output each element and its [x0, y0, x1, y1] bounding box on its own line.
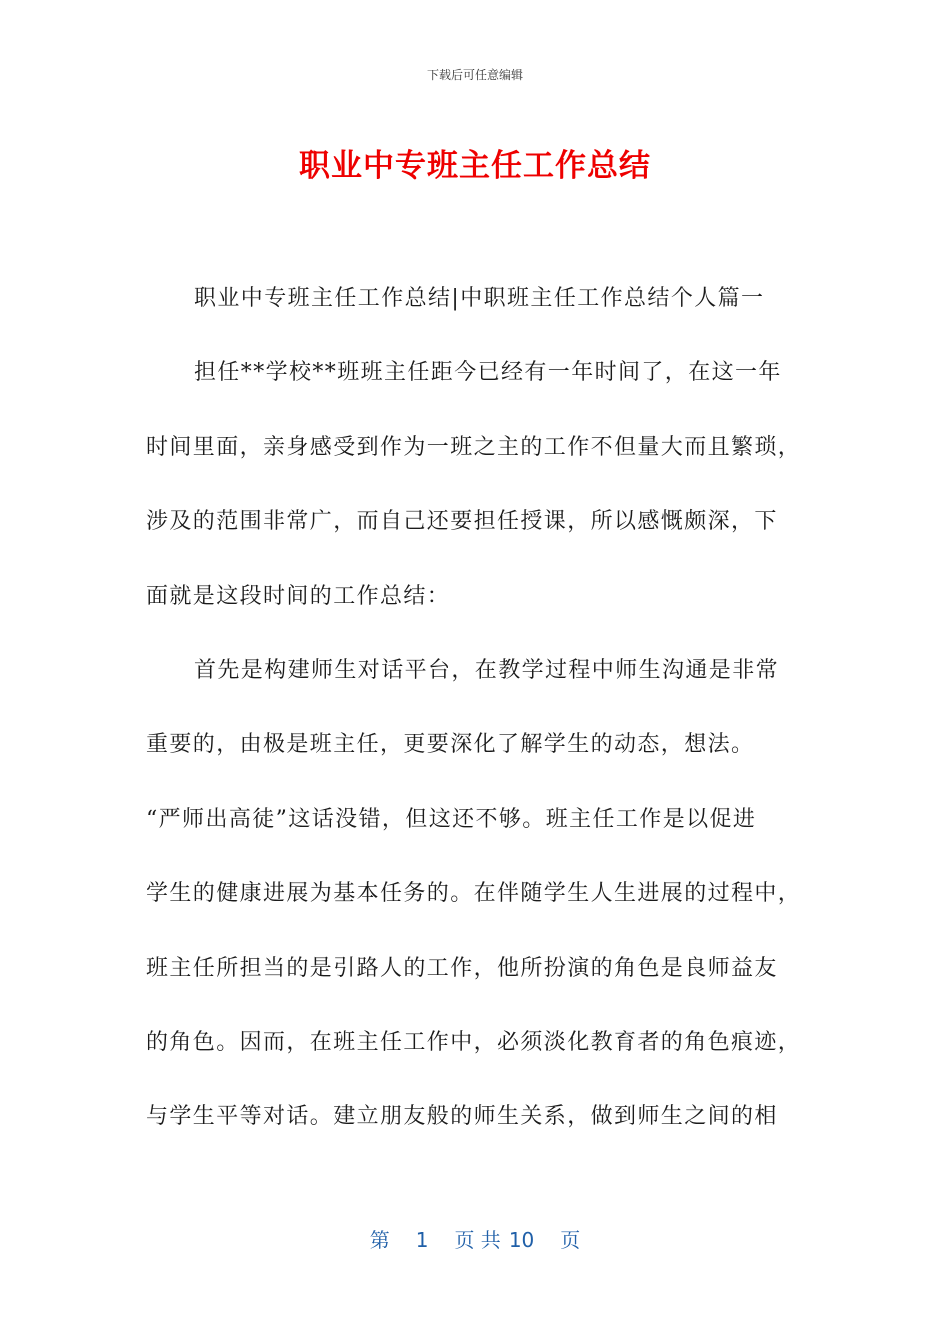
document-body: [146, 262, 806, 1155]
paragraph-line: 重要的，由极是班主任，更要深化了解学生的动态，想法。: [146, 732, 755, 758]
paragraph-line: 的角色。因而，在班主任工作中，必须淡化教育者的角色痕迹，: [146, 1030, 802, 1056]
page-footer: [0, 1224, 950, 1253]
footer-prefix: 第: [369, 1228, 390, 1252]
paragraph-line: 首先是构建师生对话平台，在教学过程中师生沟通是非常: [194, 658, 780, 684]
paragraph-line: 时间里面，亲身感受到作为一班之主的工作不但量大而且繁琐，: [146, 434, 802, 460]
page-header-note: 下载后可任意编辑: [426, 68, 523, 82]
footer-current-page: 1: [415, 1228, 429, 1252]
paragraph-line: 面就是这段时间的工作总结：: [146, 583, 451, 609]
paragraph-line: “严师出高徒”这话没错，但这还不够。班主任工作是以促进: [146, 806, 757, 832]
footer-suffix: 页: [560, 1228, 581, 1252]
paragraph-line: 班主任所担当的是引路人的工作，他所扮演的角色是良师益友: [146, 955, 778, 981]
paragraph-line: 与学生平等对话。建立朋友般的师生关系，做到师生之间的相: [146, 1104, 778, 1130]
paragraph-line: 涉及的范围非常广，而自己还要担任授课，所以感慨颇深，下: [146, 509, 778, 535]
footer-total-pages: 10: [508, 1228, 535, 1252]
document-subtitle: 职业中专班主任工作总结|中职班主任工作总结个人篇一: [194, 286, 765, 311]
document-title: 职业中专班主任工作总结: [299, 148, 651, 184]
paragraph-line: 学生的健康进展为基本任务的。在伴随学生人生进展的过程中，: [146, 881, 802, 907]
footer-middle: 页 共: [454, 1228, 501, 1252]
paragraph-line: 担任**学校**班班主任距今已经有一年时间了，在这一年: [194, 360, 782, 386]
